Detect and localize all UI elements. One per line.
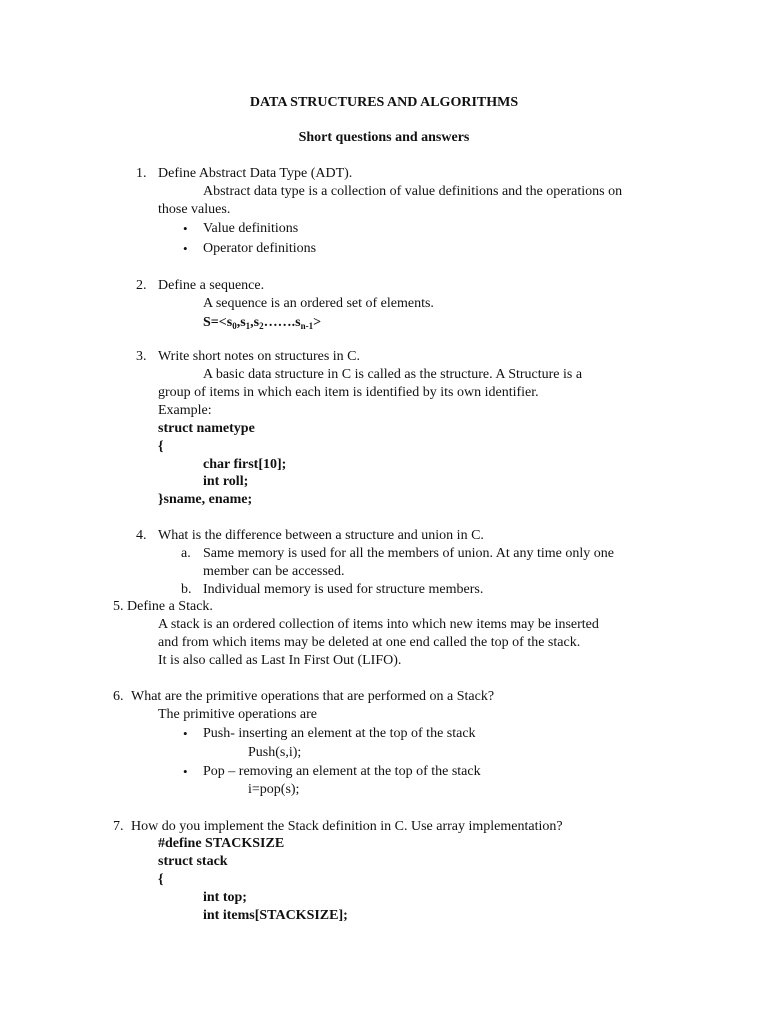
answer-text: A basic data structure in C is called as the structure. A Structure is a [203, 367, 583, 382]
answer-text: A sequence is an ordered set of elements. [203, 296, 434, 311]
list-item: Individual memory is used for structure members. [203, 582, 484, 597]
bullet-icon: • [183, 764, 188, 779]
answer-text: and from which items may be deleted at one end called the top of the stack. [158, 635, 581, 650]
bullet-icon: • [183, 221, 188, 236]
question-text: What are the primitive operations that are performed on a Stack? [131, 689, 495, 704]
answer-text: A stack is an ordered collection of items into which new items may be inserted [158, 617, 599, 632]
answer-text: Abstract data type is a collection of value definitions and the operations on [203, 184, 623, 199]
answer-text: group of items in which each item is identified by its own identifier. [158, 385, 539, 400]
document-title: DATA STRUCTURES AND ALGORITHMS [249, 95, 519, 110]
code-line: i=pop(s); [248, 782, 300, 797]
question-text: Write short notes on structures in C. [158, 349, 361, 364]
question-text: How do you implement the Stack definition in C. Use array implementation? [131, 819, 563, 834]
code-line: int items[STACKSIZE]; [203, 908, 348, 923]
code-line: #define STACKSIZE [158, 836, 285, 851]
question-text: What is the difference between a structure and union in C. [158, 528, 484, 543]
bullet-icon: • [183, 241, 188, 256]
question-number: 1. [136, 166, 147, 181]
code-line: }sname, ename; [158, 492, 253, 507]
example-label: Example: [158, 403, 212, 418]
question-text: 5. Define a Stack. [113, 599, 213, 614]
list-label: a. [181, 546, 191, 561]
code-line: { [158, 872, 164, 887]
list-item: Same memory is used for all the members of union. At any time only one [203, 546, 614, 561]
question-number: 6. [113, 689, 124, 704]
list-item: Push- inserting an element at the top of the stack [203, 726, 476, 741]
question-number: 3. [136, 349, 147, 364]
list-item: Pop – removing an element at the top of the stack [203, 764, 481, 779]
question-text: Define Abstract Data Type (ADT). [158, 166, 353, 181]
list-item: Operator definitions [203, 241, 317, 256]
code-line: { [158, 439, 164, 454]
question-number: 4. [136, 528, 147, 543]
code-line: struct stack [158, 854, 228, 869]
code-line: struct nametype [158, 421, 255, 436]
list-item: member can be accessed. [203, 564, 345, 579]
sequence-formula: $S=<s_0,s_1,s_2\dots\dots.s_{n-1}>$ [203, 315, 322, 331]
bullet-icon: • [183, 726, 188, 741]
question-text: Define a sequence. [158, 278, 265, 293]
answer-text: those values. [158, 202, 231, 217]
answer-text: It is also called as Last In First Out (LIFO). [158, 653, 402, 668]
code-line: char first[10]; [203, 457, 287, 472]
code-line: int top; [203, 890, 247, 905]
list-label: b. [181, 582, 192, 597]
document-subtitle: Short questions and answers [298, 130, 470, 145]
list-item: Value definitions [203, 221, 299, 236]
code-line: int roll; [203, 474, 249, 489]
question-number: 7. [113, 819, 124, 834]
answer-text: The primitive operations are [158, 707, 317, 722]
question-number: 2. [136, 278, 147, 293]
code-line: Push(s,i); [248, 745, 302, 760]
